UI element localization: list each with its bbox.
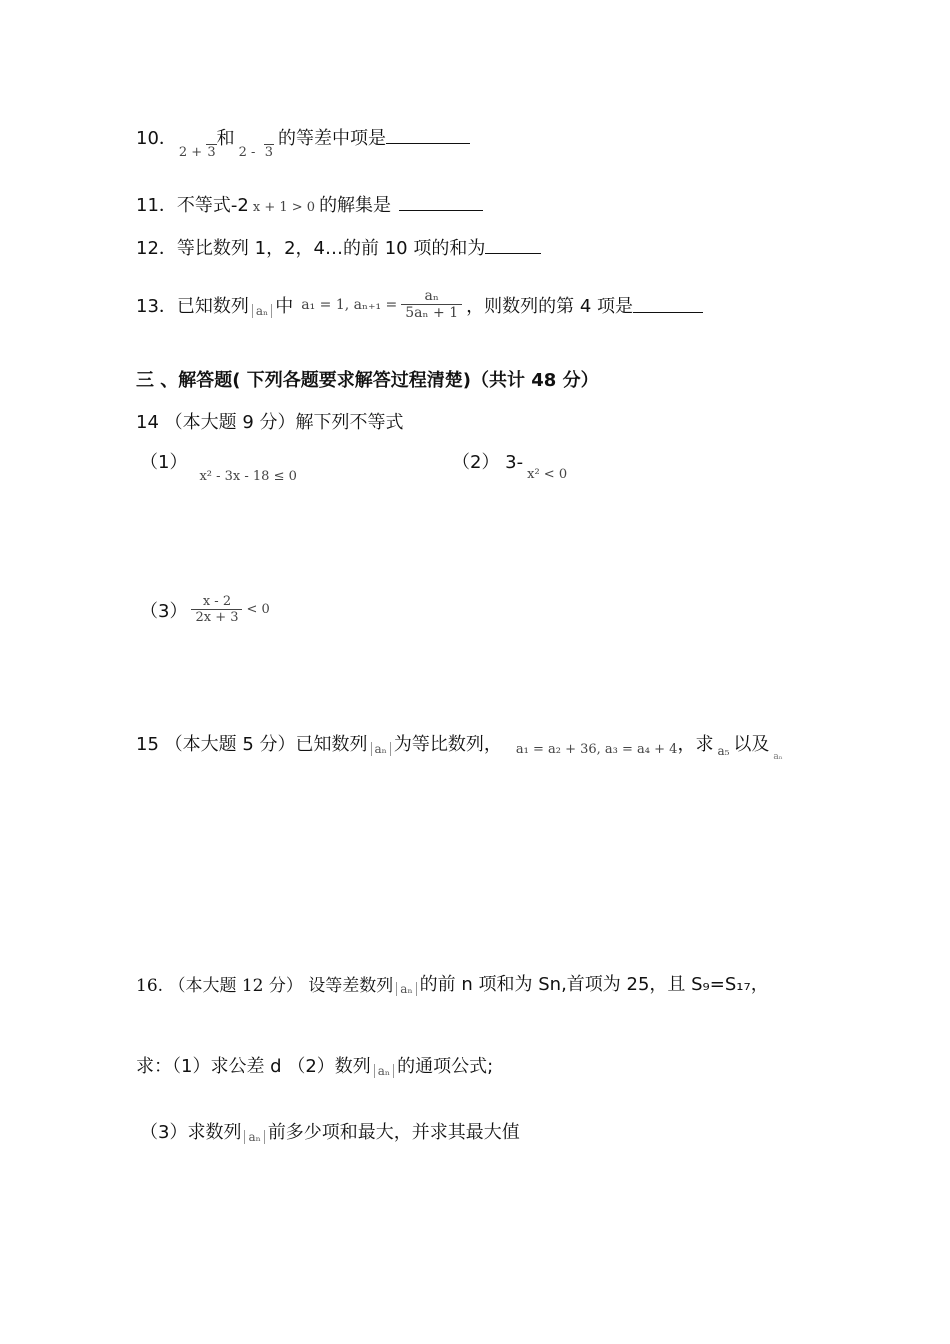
- question-text: 中: [275, 295, 294, 317]
- question-16: [136, 970, 769, 996]
- part-label: （1）: [140, 452, 188, 473]
- math-expression: x² - 3x - 18 ≤ 0: [199, 469, 297, 484]
- question-text: 16. （本大题 12 分） 设等差数列: [136, 975, 394, 996]
- answer-blank: [386, 127, 470, 144]
- question-14-part-3: [140, 594, 270, 625]
- question-13: [136, 288, 703, 321]
- question-number: 11．: [136, 195, 177, 216]
- connector-text: 和: [216, 128, 235, 149]
- question-text: 的前 n 项和为 Sn,首项为 25，且 S₉=S₁₇，: [419, 974, 769, 995]
- question-text: 15 （本大题 5 分）已知数列: [136, 734, 368, 755]
- question-14-part-2: [452, 448, 568, 482]
- question-number: 10．: [136, 128, 177, 149]
- question-12: [136, 234, 541, 260]
- math-relation: < 0: [246, 602, 270, 617]
- sequence-symbol: aₙ: [252, 304, 272, 318]
- question-15: [136, 730, 783, 762]
- question-text: 等比数列 1，2，4…的前 10 项的和为: [176, 238, 486, 259]
- math-expression: a₁ = 1, aₙ₊₁ =: [301, 296, 398, 313]
- math-expression: 2 - 3: [238, 145, 273, 160]
- question-11: [136, 191, 483, 217]
- sequence-symbol: aₙ: [374, 1064, 394, 1078]
- math-expression: x² < 0: [527, 467, 568, 482]
- math-symbol: a₅: [717, 744, 730, 758]
- answer-blank: [399, 194, 483, 211]
- question-text: 的等差中项是: [277, 128, 386, 149]
- answer-blank: [633, 296, 703, 313]
- sequence-symbol: aₙ: [371, 742, 391, 756]
- sequence-symbol: aₙ: [244, 1130, 264, 1144]
- math-expression: a₁ = a₂ + 36, a₃ = a₄ + 4: [515, 741, 678, 757]
- question-text: 的通项公式;: [397, 1056, 494, 1077]
- question-text: 为等比数列，: [393, 734, 502, 755]
- question-16-line-3: [140, 1118, 520, 1144]
- question-text: 不等式-2: [176, 195, 249, 216]
- question-number: 12．: [136, 238, 177, 259]
- question-text: 的解集是: [319, 195, 392, 216]
- question-text: 求：（1）求公差 d （2）数列: [136, 1056, 371, 1077]
- question-10: [136, 124, 470, 160]
- question-number: 13．: [136, 295, 177, 317]
- math-expression: x + 1 > 0: [252, 200, 316, 215]
- answer-blank: [485, 237, 541, 254]
- sequence-symbol: aₙ: [396, 982, 416, 996]
- math-symbol: aₙ: [773, 752, 783, 762]
- question-text: 以及: [733, 734, 770, 755]
- math-fraction: $\frac{x - 2}{2x + 3}$: [191, 594, 242, 625]
- question-text: ，求: [677, 734, 714, 755]
- question-text: 前多少项和最大，并求其最大值: [267, 1122, 520, 1143]
- question-16-line-2: [136, 1052, 493, 1078]
- math-fraction: $\frac{\text{aₙ}}{\text{5aₙ + 1}}$: [401, 288, 462, 321]
- question-14-part-1: [140, 448, 297, 484]
- question-text: （3）求数列: [140, 1122, 242, 1143]
- question-text: 已知数列: [176, 295, 249, 317]
- math-expression: 2 + 3: [178, 145, 216, 160]
- section-title: 三 、解答题( 下列各题要求解答过程清楚)（共计 48 分）: [136, 370, 599, 391]
- part-label: （3）: [140, 600, 188, 622]
- part-label: （2） 3-: [452, 452, 524, 473]
- question-14-header: 14 （本大题 9 分）解下列不等式: [136, 412, 404, 433]
- question-text: ，则数列的第 4 项是: [466, 295, 634, 317]
